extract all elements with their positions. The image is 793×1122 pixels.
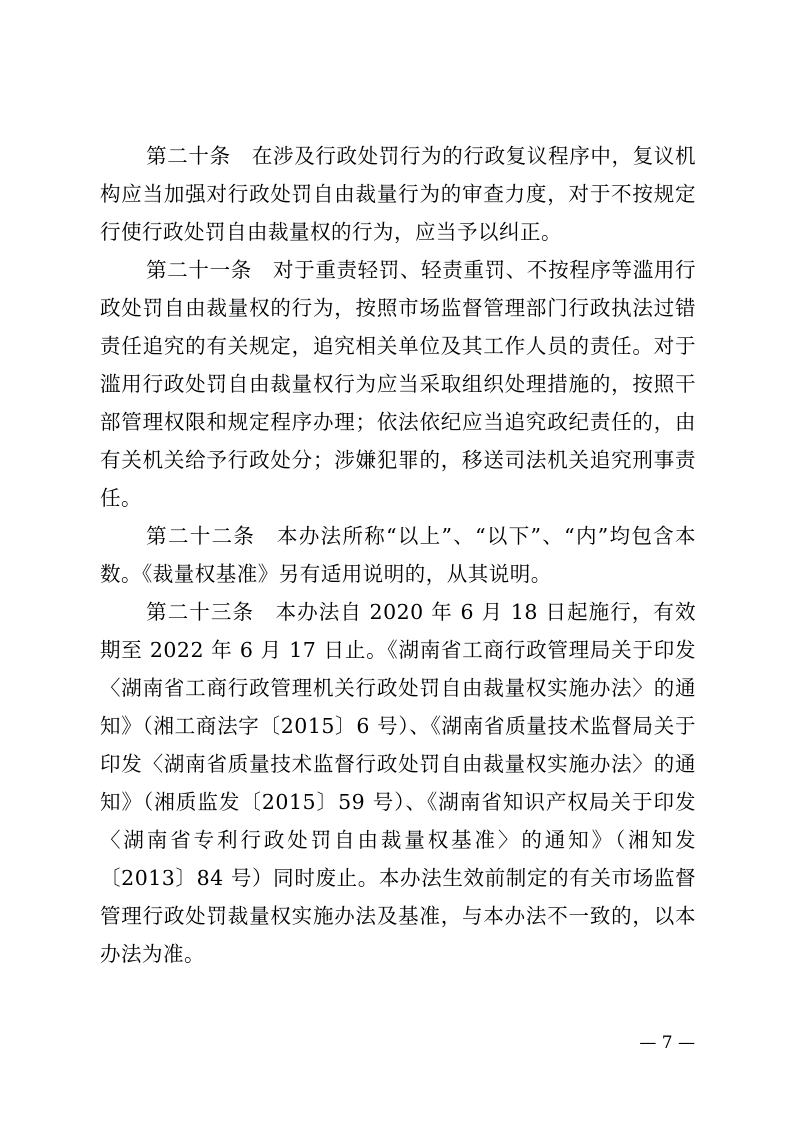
page-number: — 7 —: [639, 1033, 695, 1053]
article-23-paragraph: 第二十三条 本办法自 2020 年 6 月 18 日起施行，有效期至 2022 年 6 月 17 日止。《湖南省工商行政管理局关于印发〈湖南省工商行政管理机关行政处罚自由裁量权实施办法〉的通知》（湘工商法字〔2015〕6 号）、《湖南省质量技术监督局关于印发〈湖南省质量技术监督行政处罚自由裁量权实施办法〉的通知》（湘质监发〔2015〕59 号）、《湖南省知识产权局关于印发〈湖南省专利行政处罚自由裁量权基准〉的通知》（湘知发〔2013〕84 号）同时废止。本办法生效前制定的有关市场监督管理行政处罚裁量权实施办法及基准，与本办法不一致的，以本办法为准。: [100, 600, 696, 966]
article-22-paragraph: 第二十二条 本办法所称“以上”、“以下”、“内”均包含本数。《裁量权基准》另有适用说明的，从其说明。: [100, 524, 696, 586]
document-body: [100, 137, 696, 973]
article-21-paragraph: 第二十一条 对于重责轻罚、轻责重罚、不按程序等滥用行政处罚自由裁量权的行为，按照市场监督管理部门行政执法过错责任追究的有关规定，追究相关单位及其工作人员的责任。对于滥用行政处罚自由裁量权行为应当采取组织处理措施的，按照干部管理权限和规定程序办理；依法依纪应当追究政纪责任的，由有关机关给予行政处分；涉嫌犯罪的，移送司法机关追究刑事责任。: [100, 258, 696, 510]
article-20-paragraph: 第二十条 在涉及行政处罚行为的行政复议程序中，复议机构应当加强对行政处罚自由裁量行为的审查力度，对于不按规定行使行政处罚自由裁量权的行为，应当予以纠正。: [100, 144, 696, 244]
